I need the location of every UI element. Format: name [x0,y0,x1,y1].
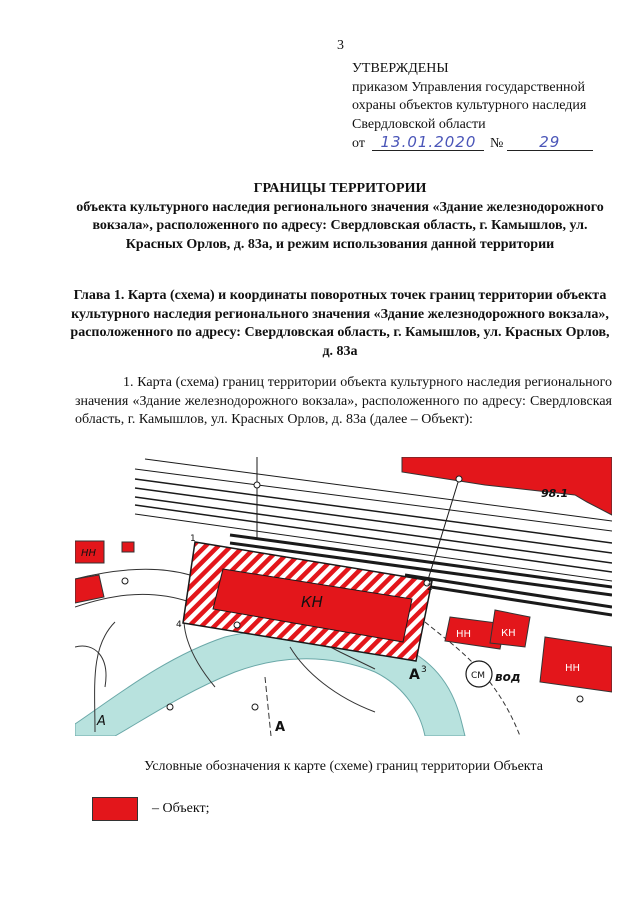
legend-object-swatch [92,797,138,821]
handwritten-date: 13.01.2020 [372,134,484,151]
kn-right-1-label: НН [456,629,472,640]
sm-label: СМ [471,671,486,681]
approval-line-1: приказом Управления государственной [352,79,586,95]
approval-line-2: охраны объектов культурного наследия [352,98,587,113]
point-3-label: 3 [421,665,427,675]
kn-right-2-label: КН [501,628,516,639]
legend-title: Условные обозначения к карте (схеме) границ территории Объекта [144,759,543,774]
map-drawing [75,457,612,736]
territory-map [75,457,612,736]
number-sign: № [489,136,504,151]
elevation-label: 98.1 [541,487,569,500]
handwritten-number: 29 [507,134,593,151]
chapter-heading: Глава 1. Карта (схема) и координаты поворотных точек границ территории объекта культурного наследия регионального значения «Здание железнодорожного вокзала», расположенного по адресу: Свердловская область, г. Камышлов, ул. Красных Орлов, д. 83а [70,288,610,359]
legend-object-label: – Объект; [152,801,210,816]
letter-a-3: А [275,720,286,735]
page-number: 3 [337,38,344,53]
approval-heading: УТВЕРЖДЕНЫ [352,61,449,76]
approval-line-3: Свердловской области [352,116,486,132]
letter-a-2: А [97,714,106,729]
document-title [70,180,610,254]
intro-paragraph [75,374,612,430]
letter-a-1: А [409,667,420,683]
kn-main-label: КН [301,593,323,611]
kn-right-3-label: НН [565,663,581,674]
intro-paragraph-text: 1. Карта (схема) границ территории объекта культурного наследия регионального значения «Здание железнодорожного вокзала», расположенного по адресу: Свердловская область, г. Камышлов, ул. Красных Орлов, д. 83а (далее – Объект): [75,375,612,427]
vod-label: вод [495,670,521,684]
kn-left-label: НН [81,548,97,559]
title-heading: ГРАНИЦЫ ТЕРРИТОРИИ [253,181,427,196]
point-4-label: 4 [176,620,182,630]
approval-block [352,60,593,154]
point-2-label: 2 [427,583,433,593]
date-prefix: от [352,136,365,151]
building-left-2 [122,542,134,552]
title-body: объекта культурного наследия регионального значения «Здание железнодорожного вокзала», расположенного по адресу: Свердловская область, г. Камышлов, ул. Красных Орлов, д. 83а, и режим использования данной территории [76,199,604,252]
approval-date-row [352,134,593,154]
point-1-label: 1 [190,534,196,544]
